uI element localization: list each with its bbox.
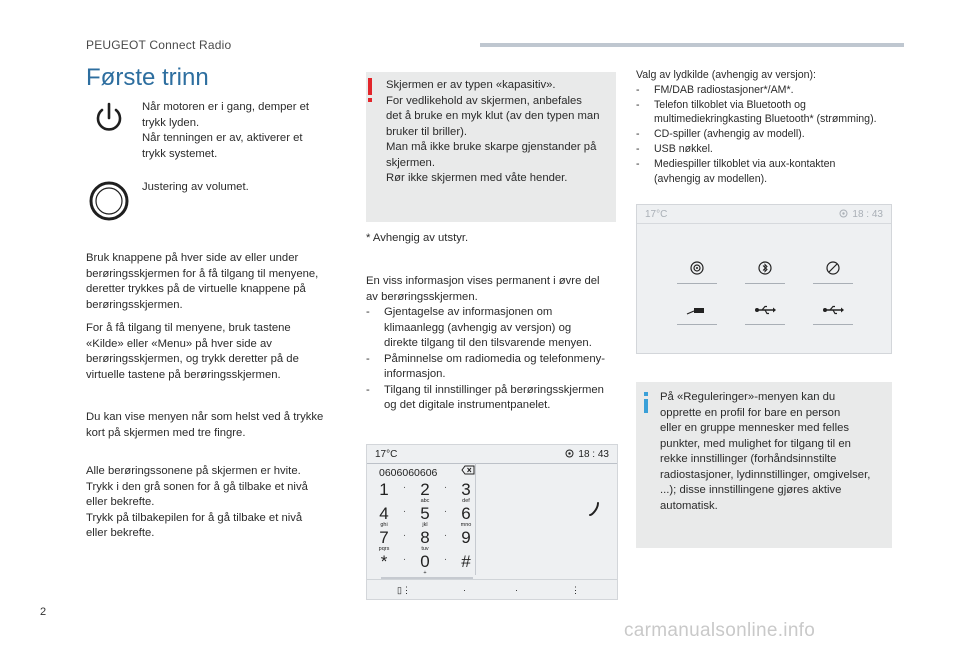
watermark: carmanualsonline.info <box>624 620 816 641</box>
list-item: - Påminnelse om radiomedia og telefonmeny- informasjon. <box>366 352 606 380</box>
phone-screen <box>366 444 618 600</box>
warning-text: Skjermen er av typen «kapasitiv». For vedlikehold av skjermen, anbefales det å bruke en myk klut (av den typen man bruker til briller). Man må ikke bruke skarpe gjenstander på skjermen. Rør ikke skjermen med våte hender. <box>386 79 600 184</box>
call-icon[interactable] <box>587 501 601 517</box>
volume-knob-icon <box>86 180 132 222</box>
cd-icon <box>826 261 840 275</box>
source-bluetooth[interactable] <box>741 261 789 284</box>
paragraph-three-fingers: Du kan vise menyen når som helst ved å trykke kort på skjermen med tre fingre. <box>86 411 324 439</box>
source-screen <box>636 204 892 354</box>
key-5[interactable]: 5 jkl <box>420 504 430 528</box>
audio-source-list: Valg av lydkilde (avhengig av versjon): - FM/DAB radiostasjoner*/AM*. - Telefon tilkoblet via Bluetooth og multimediekringkasting Bluetooth* (strømming). - CD-spiller (avhengig av modell). - USB nøkkel. - Mediespiller tilkoblet via aux-kontakten (avhengig av modellen). <box>636 68 898 186</box>
key-star[interactable]: * <box>380 552 388 571</box>
paragraph-permanent-info: En viss informasjon vises permanent i øvre del av berøringsskjermen. - Gjentagelse av informasjonen om klimaanlegg (avhengig av versjon) og direkte tilgang til den tilsvarende menyen. - Påminnelse om radiomedia og telefonmeny- informasjon. - Tilgang til innstillinger på berøringsskjermen og det digitale instrumentpanelet. <box>366 274 618 414</box>
list-item: - Telefon tilkoblet via Bluetooth og multimediekringkasting Bluetooth* (strømming). <box>636 98 877 126</box>
source-cd[interactable] <box>809 261 857 284</box>
source-usb-2[interactable] <box>809 304 857 325</box>
status-bar <box>637 205 891 223</box>
permanent-info-list <box>366 305 618 414</box>
list-item: - CD-spiller (avhengig av modell). <box>636 128 805 141</box>
key-0[interactable]: 0 + <box>420 552 430 576</box>
footnote: * Avhengig av utstyr. <box>366 232 469 244</box>
usb-icon <box>822 304 844 316</box>
source-usb-1[interactable] <box>741 304 789 325</box>
nav-dot[interactable]: · <box>515 585 518 595</box>
settings-icon <box>565 449 574 458</box>
page-title: Første trinn <box>86 64 209 91</box>
temperature: 17°C <box>645 209 668 220</box>
key-2[interactable]: 2 abc <box>420 480 430 504</box>
key-6[interactable]: 6 mno <box>460 504 472 528</box>
power-row <box>86 100 309 162</box>
clock: 18 : 43 <box>565 449 609 460</box>
source-radio[interactable] <box>673 261 721 284</box>
list-item: - Tilgang til innstillinger på berøringsskjermen og det digitale instrumentpanelet. <box>366 383 604 411</box>
settings-icon <box>839 209 848 218</box>
page-number: 2 <box>40 606 47 618</box>
volume-description: Justering av volumet. <box>142 181 249 193</box>
power-description: Når motoren er i gang, demper et trykk lyden. Når tenningen er av, aktiverer et trykk systemet. <box>142 101 310 160</box>
usb-icon <box>754 304 776 316</box>
dialed-number: 0606060606 <box>379 467 438 479</box>
key-8[interactable]: 8 tuv <box>420 528 430 552</box>
aux-jack-icon <box>686 304 708 316</box>
list-item: - FM/DAB radiostasjoner*/AM*. <box>636 83 794 96</box>
key-hash[interactable]: # <box>461 552 471 571</box>
power-icon <box>86 100 132 162</box>
key-4[interactable]: 4 ghi <box>379 504 389 528</box>
nav-dot[interactable]: · <box>463 585 466 595</box>
warning-icon <box>368 78 372 102</box>
info-text: På «Reguleringer»-menyen kan du opprette en profil for bare en person eller en gruppe mennesker med felles punkter, med mulighet for tilgang til en rekke innstillinger (forhåndsinnstilte radiostasjoner, lydinnstillinger, omgivelser, ...); disse innstillingene gjøres aktive automatisk. <box>660 391 871 512</box>
warning-box <box>366 72 616 222</box>
key-1[interactable]: 1 <box>379 480 389 499</box>
bluetooth-icon <box>758 261 772 275</box>
paragraph-buttons: Bruk knappene på hver side av eller under berøringsskjermen for å få tilgang til menyene, deretter trykkes på de virtuelle knappene på berøringsskjermen. <box>86 252 319 311</box>
key-3[interactable]: 3 def <box>461 480 471 504</box>
screen-bottom-bar <box>367 579 617 599</box>
phone-book-icon[interactable]: ▯⋮ <box>397 585 411 595</box>
clock: 18 : 43 <box>839 209 883 220</box>
radio-icon <box>690 261 704 275</box>
list-item: - USB nøkkel. <box>636 142 713 155</box>
header-divider <box>480 43 904 47</box>
keypad: 1 · 2 abc · 3 def 4 ghi · 5 jkl · 6 mno 7 pqrs · 8 tuv · 9 * · 0 + · # <box>373 481 477 577</box>
key-7[interactable]: 7 pqrs <box>378 528 390 552</box>
list-item: - Mediespiller tilkoblet via aux-kontakten (avhengig av modellen). <box>636 157 836 185</box>
info-icon <box>644 392 648 413</box>
temperature: 17°C <box>375 449 398 460</box>
more-icon[interactable]: ⋮ <box>571 585 580 595</box>
list-item: - Gjentagelse av informasjonen om klimaanlegg (avhengig av versjon) og direkte tilgang til den tilsvarende menyen. <box>366 306 592 349</box>
paragraph-touch-zones: Alle berøringssonene på skjermen er hvite. Trykk i den grå sonen for å gå tilbake et nivå eller bekrefte. Trykk på tilbakepilen for å gå tilbake et nivå eller bekrefte. <box>86 465 308 539</box>
source-grid <box>673 261 857 345</box>
key-9[interactable]: 9 <box>461 528 471 547</box>
volume-row <box>86 180 249 222</box>
source-aux[interactable] <box>673 304 721 325</box>
section-header: PEUGEOT Connect Radio <box>86 38 232 52</box>
paragraph-menus: For å få tilgang til menyene, bruk tastene «Kilde» eller «Menu» på hver side av berøringsskjermen, og trykk deretter på de virtuelle tastene på berøringsskjermen. <box>86 322 299 381</box>
info-box <box>636 382 892 548</box>
status-bar <box>367 445 617 463</box>
backspace-icon[interactable] <box>461 465 475 475</box>
